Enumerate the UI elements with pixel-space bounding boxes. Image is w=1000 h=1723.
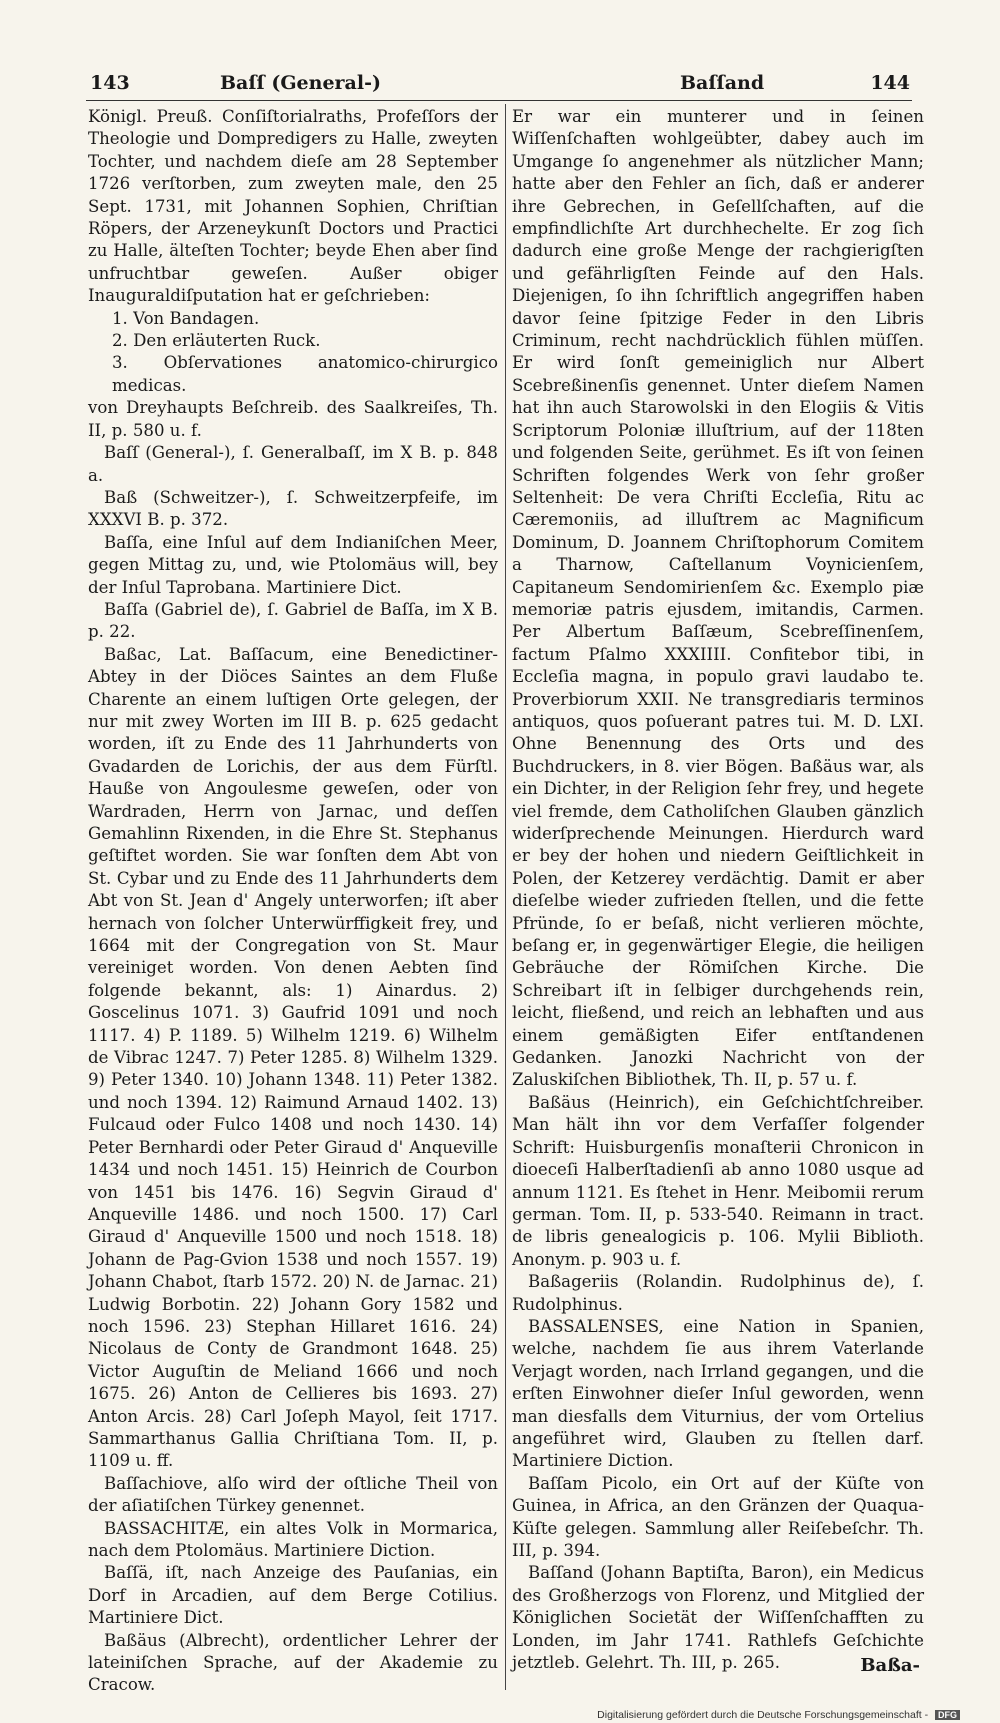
right-column: [512, 106, 924, 1674]
entry: Baßageriis (Rolandin. Rudolphinus de), ſ. Rudolphinus.: [512, 1272, 924, 1314]
left-column: [88, 106, 498, 1697]
running-head-right: Baſſand: [680, 72, 765, 94]
page-number-left: 143: [90, 72, 130, 94]
running-head-left: Baſſ (General-): [220, 72, 381, 94]
page-header: [90, 72, 910, 102]
header-rule: [86, 100, 912, 101]
entry: Baſſ (General-), ſ. Generalbaſſ, im X B. p. 848 a.: [88, 443, 498, 485]
entry: Baßäus (Heinrich), ein Geſchichtſchreiber. Man hält ihn vor dem Verfaſſer folgender Schrift: Huisburgenſis monaſterii Chronicon in dioeceſi Halberſtadienſi ab anno 1080 usque ad annum 1121. Es ſtehet in Henr. Meibomii rerum german. Tom. II, p. 533-540. Reimann in tract. de libris genealogicis p. 106. Mylii Biblioth. Anonym. p. 903 u. f.: [512, 1092, 924, 1269]
paragraph: Er war ein munterer und in ſeinen Wiſſenſchaften wohlgeübter, dabey auch im Umgange ſo angenehmer als nützlicher Mann; hatte aber den Fehler an ſich, daß er anderer ihre Gebrechen, in Geſellſchaften, auf die empfindlichſte Art durchhechelte. Er zog ſich dadurch eine große Menge der rachgierigſten und gefährligſten Feinde auf den Hals. Diejenigen, ſo ihn ſchriftlich angegriffen haben davor ſeine ſpitzige Feder in den Libris Criminum, recht nachdrücklich fühlen müſſen. Er wird ſonſt gemeiniglich nur Albert Scebreßinenſis genennet. Unter dieſem Namen hat ihn auch Starowolski in den Elogiis & Vitis Scriptorum Poloniæ illuſtrium, auf der 118ten und folgenden Seite, gerühmet. Es iſt von ſeinen Schriften folgendes Werk von ſehr großer Seltenheit: De vera Chriſti Eccleſia, Ritu ac Cæremoniis, ad illuſtrem ac Magnificum Dominum, D. Joannem Chriſtophorum Comitem a Tharnow, Caſtellanum Voynicienſem, Capitaneum Sendomirienſem &c. Exemplo piæ memoriæ patris ejusdem, imitandis, Carmen. Per Albertum Baſſæum, Scebreſſinenſem, factum Pſalmo XXXIIII. Confitebor tibi, in Eccleſia magna, in populo gravi laudabo te. Proverbiorum XXII. Ne transgrediaris terminos antiquos, quos poſuerant patres tui. M. D. LXI. Ohne Benennung des Orts und des Buchdruckers, in 8. vier Bögen. Baßäus war, als ein Dichter, in der Religion ſehr frey, und hegete viel fremde, dem Catholiſchen Glauben gänzlich widerſprechende Meinungen. Hierdurch ward er bey der hohen und niedern Geiſtlichkeit in Polen, der Ketzerey verdächtig. Damit er aber dieſelbe wieder zufrieden ſtellen, und die fette Pfründe, ſo er beſaß, nicht verlieren möchte, beſang er, in gegenwärtiger Elegie, die heiligen Gebräuche der Römiſchen Kirche. Die Schreibart iſt in ſelbiger durchgehends rein, leicht, fließend, und reich an lebhaften und aus einem gemäßigten Eifer entſtandenen Gedanken. Janozki Nachricht von der Zaluskiſchen Bibliothek, Th. II, p. 57 u. f.: [512, 107, 924, 1090]
page-number-right: 144: [870, 72, 910, 94]
entry: Baßäus (Albrecht), ordentlicher Lehrer der lateiniſchen Sprache, auf der Akademie zu Cracow.: [88, 1630, 498, 1695]
digitization-footer: [597, 1709, 960, 1721]
list-item: 1. Von Bandagen.: [112, 308, 260, 328]
dfg-logo: DFG: [935, 1710, 960, 1720]
entry: BASSACHITÆ, ein altes Volk in Mormarica, nach dem Ptolomäus. Martiniere Diction.: [88, 1518, 498, 1560]
paragraph: von Dreyhaupts Beſchreib. des Saalkreiſes, Th. II, p. 580 u. f.: [88, 398, 498, 440]
entry: Baßac, Lat. Baſſacum, eine Benedictiner-Abtey in der Diöces Saintes an dem Fluße Charente an einem luſtigen Orte gelegen, der nur mit zwey Worten im III B. p. 625 gedacht worden, iſt zu Ende des 11 Jahrhunderts von Gvadarden de Lorichis, der aus dem Fürſtl. Hauße von Angoulesme geweſen, oder von Wardraden, Herrn von Jarnac, und deſſen Gemahlinn Rixenden, in die Ehre St. Stephanus geſtiftet worden. Sie war ſonſten dem Abt von St. Cybar und zu Ende des 11 Jahrhunderts dem Abt von St. Jean d' Angely unterworfen; iſt aber hernach von ſolcher Unterwürffigkeit frey, und 1664 mit der Congregation von St. Maur vereiniget worden. Von denen Aebten ſind folgende bekannt, als: 1) Ainardus. 2) Goscelinus 1071. 3) Gaufrid 1091 und noch 1117. 4) P. 1189. 5) Wilhelm 1219. 6) Wilhelm de Vibrac 1247. 7) Peter 1285. 8) Wilhelm 1329. 9) Peter 1340. 10) Johann 1348. 11) Peter 1382. und noch 1394. 12) Raimund Arnaud 1402. 13) Fulcaud oder Fulco 1408 und noch 1430. 14) Peter Bernhardi oder Peter Giraud d' Anqueville 1434 und noch 1451. 15) Heinrich de Courbon von 1451 bis 1476. 16) Segvin Giraud d' Anqueville 1486. und noch 1500. 17) Carl Giraud d' Anqueville 1500 und noch 1518. 18) Johann de Pag-Gvion 1538 und noch 1557. 19) Johann Chabot, ſtarb 1572. 20) N. de Jarnac. 21) Ludwig Borbotin. 22) Johann Gory 1582 und noch 1596. 23) Stephan Hillaret 1616. 24) Nicolaus de Conty de Grandmont 1648. 25) Victor Auguſtin de Meliand 1666 und noch 1675. 26) Anton de Cellieres bis 1693. 27) Anton Arcis. 28) Carl Joſeph Mayol, ſeit 1717. Sammarthanus Gallia Chriſtiana Tom. II, p. 1109 u. ff.: [88, 644, 498, 1471]
entry: BASSALENSES, eine Nation in Spanien, welche, nachdem ſie aus ihrem Vaterlande Verjagt worden, nach Irrland gegangen, und die erſten Einwohner dieſer Inſul geworden, wenn man diesfalls dem Viturnius, der vom Ortelius angeführet wird, Glauben zu ſtellen darf. Martiniere Diction.: [512, 1316, 924, 1471]
footer-text: Digitalisierung gefördert durch die Deutsche Forschungsgemeinschaft -: [597, 1709, 929, 1721]
entry: Baſſachiove, alſo wird der oſtliche Theil von der aſiatiſchen Türkey genennet.: [88, 1473, 498, 1516]
entry: Baſſä, iſt, nach Anzeige des Pauſanias, ein Dorf in Arcadien, auf dem Berge Cotilius. Martiniere Dict.: [88, 1563, 498, 1628]
entry: Baſſam Picolo, ein Ort auf der Küſte von Guinea, in Africa, an den Gränzen der Quaqua-Küſte gelegen. Sammlung aller Reiſebeſchr. Th. III, p. 394.: [512, 1473, 924, 1560]
entry: Baß (Schweitzer-), ſ. Schweitzerpfeife, im XXXVI B. p. 372.: [88, 487, 498, 530]
entry: Baſſa (Gabriel de), ſ. Gabriel de Baſſa, im X B. p. 22.: [88, 599, 498, 642]
list-item: 3. Obſervationes anatomico-chirurgico medicas.: [112, 353, 498, 395]
entry: Baſſa, eine Inſul auf dem Indianiſchen Meer, gegen Mittag zu, und, wie Ptolomäus will, bey der Inſul Taprobana. Martiniere Dict.: [88, 532, 498, 597]
catchword: Baßa-: [860, 1655, 920, 1676]
list-item: 2. Den erläuterten Ruck.: [112, 331, 321, 351]
paragraph: Königl. Preuß. Conſiſtorialraths, Profeſſors der Theologie und Dompredigers zu Halle, zweyten Tochter, und nachdem dieſe am 28 September 1726 verſtorben, zum zweyten male, den 25 Sept. 1731, mit Johannen Sophien, Chriſtian Röpers, der Arzeneykunſt Doctors und Practici zu Halle, älteſten Tochter; beyde Ehen aber ſind unfruchtbar geweſen. Außer obiger Inauguraldiſputation hat er geſchrieben:: [88, 107, 498, 306]
entry: Baſſand (Johann Baptiſta, Baron), ein Medicus des Großherzogs von Florenz, und Mitglied der Königlichen Societät der Wiſſenſchafften zu Londen, im Jahr 1741. Rathlefs Geſchichte jetztleb. Gelehrt. Th. III, p. 265.: [512, 1563, 924, 1673]
column-divider: [505, 104, 506, 1690]
